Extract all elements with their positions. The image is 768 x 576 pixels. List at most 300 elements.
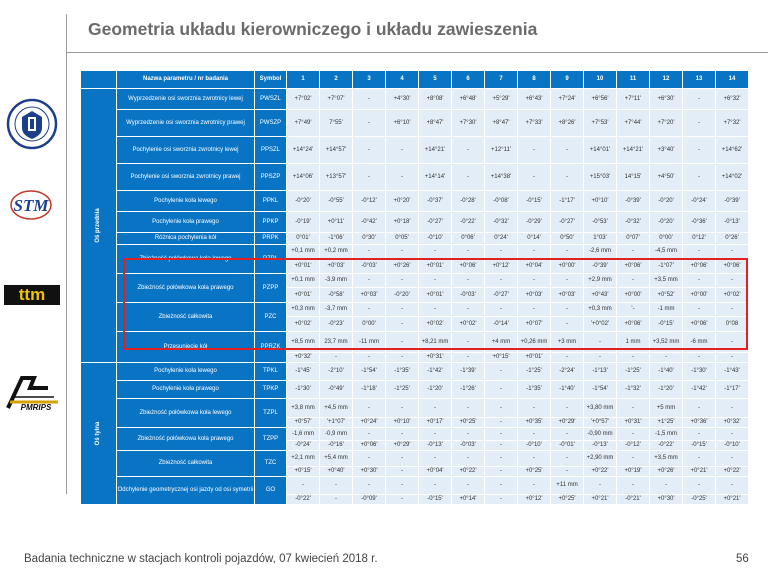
- value-cell: -0°08': [485, 191, 518, 212]
- value-cell: +0,1 mm: [287, 245, 320, 259]
- value-cell: -: [485, 477, 518, 495]
- footer-text: Badania techniczne w stacjach kontroli pojazdów, 07 kwiecień 2018 r.: [24, 553, 378, 565]
- value-cell: -: [419, 274, 452, 288]
- value-cell: -: [584, 353, 617, 363]
- param-symbol: TZPL: [255, 399, 287, 428]
- value-cell: '-: [617, 303, 650, 317]
- header-test-6: 6: [452, 71, 485, 89]
- value-cell: +4°30': [386, 89, 419, 110]
- value-cell: -: [386, 353, 419, 363]
- axis-label-text: Oś tylna: [95, 421, 101, 446]
- value-cell: +0°01': [419, 259, 452, 274]
- header-test-10: 10: [584, 71, 617, 89]
- value-cell: -2°24': [551, 363, 584, 381]
- header-test-8: 8: [518, 71, 551, 89]
- value-cell: +8,21 mm: [419, 332, 452, 353]
- value-cell: -0°53': [584, 212, 617, 233]
- value-cell: -0°13': [716, 212, 749, 233]
- value-cell: -0,90 mm: [584, 428, 617, 441]
- value-cell: -: [518, 399, 551, 418]
- table-row: [81, 233, 749, 245]
- value-cell: -1°13': [584, 363, 617, 381]
- value-cell: -: [485, 428, 518, 441]
- param-symbol: TZC: [255, 451, 287, 477]
- value-cell: +12°11': [485, 137, 518, 164]
- value-cell: +0°14': [452, 495, 485, 505]
- value-cell: -1°26': [452, 381, 485, 399]
- param-name: Wyprzedzenie osi sworznia zwrotnicy prawej: [117, 110, 255, 137]
- param-name: Pochylenie osi sworznia zwrotnicy lewej: [117, 137, 255, 164]
- value-cell: +0°17': [419, 418, 452, 428]
- param-symbol: TPKL: [255, 363, 287, 381]
- value-cell: +0°10': [386, 418, 419, 428]
- value-cell: -: [353, 353, 386, 363]
- value-cell: -: [320, 477, 353, 495]
- value-cell: -0°13': [419, 441, 452, 451]
- param-symbol: PZPL: [255, 245, 287, 274]
- value-cell: -1°17': [551, 191, 584, 212]
- value-cell: -: [386, 164, 419, 191]
- value-cell: +6°32': [716, 89, 749, 110]
- value-cell: +0°10': [584, 191, 617, 212]
- value-cell: -: [452, 353, 485, 363]
- value-cell: -: [716, 245, 749, 259]
- value-cell: -: [683, 274, 716, 288]
- header-test-11: 11: [617, 71, 650, 89]
- value-cell: -: [353, 164, 386, 191]
- value-cell: +5,4 mm: [320, 451, 353, 467]
- value-cell: -: [485, 451, 518, 467]
- ttm-logo-text: ttm: [18, 285, 46, 304]
- value-cell: +14°38': [485, 164, 518, 191]
- value-cell: -1°42': [683, 381, 716, 399]
- value-cell: +0°06': [716, 259, 749, 274]
- value-cell: 0°14': [518, 233, 551, 245]
- value-cell: +0°52': [650, 288, 683, 303]
- value-cell: -: [386, 317, 419, 332]
- value-cell: +0°25': [551, 495, 584, 505]
- value-cell: -: [353, 303, 386, 317]
- value-cell: -: [452, 451, 485, 467]
- value-cell: -: [683, 89, 716, 110]
- value-cell: +2,9 mm: [584, 274, 617, 288]
- param-symbol: PPKP: [255, 212, 287, 233]
- value-cell: +7°07': [320, 89, 353, 110]
- university-seal-logo: [6, 98, 58, 150]
- value-cell: -: [617, 428, 650, 441]
- value-cell: +14°21': [617, 137, 650, 164]
- value-cell: -: [518, 303, 551, 317]
- value-cell: -: [485, 303, 518, 317]
- value-cell: -1°07': [650, 259, 683, 274]
- value-cell: -: [287, 477, 320, 495]
- value-cell: +0°02': [287, 317, 320, 332]
- value-cell: +7°11': [617, 89, 650, 110]
- value-cell: -1°35': [518, 381, 551, 399]
- value-cell: -1°18': [353, 381, 386, 399]
- value-cell: -1°35': [386, 363, 419, 381]
- pmrips-logo-text: PMRIPS: [20, 403, 52, 412]
- value-cell: -0°55': [320, 191, 353, 212]
- value-cell: -: [683, 303, 716, 317]
- value-cell: +8°26': [551, 110, 584, 137]
- value-cell: -2°10': [320, 363, 353, 381]
- value-cell: -: [386, 467, 419, 477]
- value-cell: +11 mm: [551, 477, 584, 495]
- param-name: Pochylenie koła prawego: [117, 212, 255, 233]
- value-cell: -: [353, 399, 386, 418]
- value-cell: +0,3 mm: [584, 303, 617, 317]
- value-cell: -0°22': [452, 212, 485, 233]
- table-row: [81, 212, 749, 233]
- value-cell: +0°21': [716, 495, 749, 505]
- value-cell: -0°14': [485, 317, 518, 332]
- param-name: Zbieżność całkowita: [117, 451, 255, 477]
- value-cell: -: [452, 274, 485, 288]
- value-cell: -: [683, 451, 716, 467]
- stm-logo: [8, 187, 54, 223]
- value-cell: +0°25': [518, 467, 551, 477]
- value-cell: -0°32': [485, 212, 518, 233]
- value-cell: -: [386, 477, 419, 495]
- value-cell: -0°29': [518, 212, 551, 233]
- value-cell: +0°29': [386, 441, 419, 451]
- value-cell: +0°12': [518, 495, 551, 505]
- value-cell: +3,80 mm: [584, 399, 617, 418]
- value-cell: -0,9 mm: [320, 428, 353, 441]
- value-cell: -: [551, 137, 584, 164]
- value-cell: +0°26': [386, 259, 419, 274]
- value-cell: -: [716, 399, 749, 418]
- value-cell: 0°26': [716, 233, 749, 245]
- value-cell: +0°07': [518, 317, 551, 332]
- value-cell: -: [353, 477, 386, 495]
- value-cell: -: [716, 451, 749, 467]
- param-symbol: GO: [255, 477, 287, 505]
- value-cell: -: [617, 274, 650, 288]
- value-cell: +0°00': [683, 288, 716, 303]
- value-cell: +0°06': [617, 317, 650, 332]
- value-cell: -0°03': [452, 441, 485, 451]
- param-name: Pochylenie koła prawego: [117, 381, 255, 399]
- param-name: Zbieżność całkowita: [117, 303, 255, 332]
- value-cell: -: [485, 381, 518, 399]
- param-symbol: PPRZK: [255, 332, 287, 363]
- header-test-13: 13: [683, 71, 716, 89]
- value-cell: +14°57': [320, 137, 353, 164]
- value-cell: -: [518, 137, 551, 164]
- value-cell: -: [683, 399, 716, 418]
- value-cell: +0°03': [551, 288, 584, 303]
- value-cell: +0°11': [320, 212, 353, 233]
- value-cell: -1°45': [287, 363, 320, 381]
- value-cell: -: [386, 399, 419, 418]
- value-cell: -0°58': [320, 288, 353, 303]
- value-cell: -0°15': [650, 317, 683, 332]
- vertical-divider: [66, 14, 67, 494]
- value-cell: +8°47': [419, 110, 452, 137]
- header-test-12: 12: [650, 71, 683, 89]
- value-cell: -: [419, 303, 452, 317]
- value-cell: +7°24': [551, 89, 584, 110]
- table-row: [81, 451, 749, 467]
- value-cell: +3,8 mm: [287, 399, 320, 418]
- highlight-box: [123, 258, 748, 350]
- value-cell: +0°00': [551, 259, 584, 274]
- value-cell: -1°25': [386, 381, 419, 399]
- value-cell: -0°24': [683, 191, 716, 212]
- value-cell: +0°21': [584, 495, 617, 505]
- value-cell: -: [452, 332, 485, 353]
- value-cell: -0°27': [485, 288, 518, 303]
- value-cell: -0°39': [584, 259, 617, 274]
- value-cell: -: [353, 274, 386, 288]
- value-cell: -: [683, 245, 716, 259]
- value-cell: -0°19': [287, 212, 320, 233]
- value-cell: -0°03': [452, 288, 485, 303]
- value-cell: +0°30': [353, 467, 386, 477]
- value-cell: +0°04': [518, 259, 551, 274]
- value-cell: +0°22': [584, 467, 617, 477]
- param-symbol: TPKP: [255, 381, 287, 399]
- value-cell: +0°06': [452, 259, 485, 274]
- param-symbol: PPSZL: [255, 137, 287, 164]
- param-name: Pochylenie osi sworznia zwrotnicy prawej: [117, 164, 255, 191]
- param-name: Pochylenie koła lewego: [117, 191, 255, 212]
- value-cell: -0°12': [353, 191, 386, 212]
- value-cell: +0°35': [518, 418, 551, 428]
- value-cell: -: [617, 477, 650, 495]
- value-cell: +0°00': [617, 288, 650, 303]
- value-cell: +14°02': [716, 164, 749, 191]
- param-symbol: PWSZP: [255, 110, 287, 137]
- param-name: Odchylenie geometrycznej osi jazdy od osi symetrii: [117, 477, 255, 505]
- value-cell: -0°01': [551, 441, 584, 451]
- value-cell: +3°40': [650, 137, 683, 164]
- value-cell: +0°01': [518, 353, 551, 363]
- value-cell: 1 mm: [617, 332, 650, 353]
- value-cell: -: [716, 303, 749, 317]
- value-cell: 0°30': [353, 233, 386, 245]
- value-cell: +5°29': [485, 89, 518, 110]
- value-cell: -: [617, 245, 650, 259]
- value-cell: -0°32': [617, 212, 650, 233]
- rear-axis-label: [81, 363, 117, 505]
- value-cell: -: [551, 451, 584, 467]
- value-cell: -1°20': [419, 381, 452, 399]
- value-cell: +0°03': [353, 288, 386, 303]
- value-cell: -: [452, 399, 485, 418]
- header-name: Nazwa parametru / nr badania: [117, 71, 255, 89]
- value-cell: +0°02': [452, 317, 485, 332]
- value-cell: -0°16': [320, 441, 353, 451]
- value-cell: -: [386, 451, 419, 467]
- param-name: Przesunięcie kół: [117, 332, 255, 363]
- value-cell: -: [551, 245, 584, 259]
- value-cell: -: [386, 274, 419, 288]
- value-cell: +0°19': [617, 467, 650, 477]
- value-cell: +0°15': [485, 353, 518, 363]
- table-row: [81, 89, 749, 110]
- value-cell: +4°50': [650, 164, 683, 191]
- value-cell: +0°20': [386, 191, 419, 212]
- value-cell: +1°25': [650, 418, 683, 428]
- value-cell: +6°10': [386, 110, 419, 137]
- value-cell: 0°24': [485, 233, 518, 245]
- value-cell: 14°15': [617, 164, 650, 191]
- value-cell: -1,5 mm: [650, 428, 683, 441]
- value-cell: +14°62': [716, 137, 749, 164]
- value-cell: -: [650, 477, 683, 495]
- value-cell: -: [419, 428, 452, 441]
- param-symbol: PPSZP: [255, 164, 287, 191]
- value-cell: +7°49': [287, 110, 320, 137]
- value-cell: -1°17': [716, 381, 749, 399]
- value-cell: -: [584, 477, 617, 495]
- value-cell: -: [683, 110, 716, 137]
- value-cell: -1°25': [518, 363, 551, 381]
- table-row: [81, 164, 749, 191]
- value-cell: +0°31': [617, 418, 650, 428]
- value-cell: +0°36': [683, 418, 716, 428]
- value-cell: -: [683, 477, 716, 495]
- value-cell: -: [485, 441, 518, 451]
- value-cell: -0°27': [551, 212, 584, 233]
- value-cell: -1°39': [452, 363, 485, 381]
- value-cell: -: [617, 353, 650, 363]
- value-cell: -1°54': [353, 363, 386, 381]
- page-number: 56: [736, 553, 749, 565]
- value-cell: -0°13': [584, 441, 617, 451]
- table-row: [81, 477, 749, 495]
- value-cell: -: [716, 353, 749, 363]
- value-cell: +0°31': [419, 353, 452, 363]
- value-cell: -0°22': [287, 495, 320, 505]
- value-cell: -: [452, 428, 485, 441]
- value-cell: 0°50': [551, 233, 584, 245]
- value-cell: '+0°57': [584, 418, 617, 428]
- value-cell: -1 mm: [650, 303, 683, 317]
- value-cell: -0°22': [650, 441, 683, 451]
- value-cell: +0°26': [650, 467, 683, 477]
- value-cell: -: [386, 332, 419, 353]
- value-cell: -: [617, 451, 650, 467]
- value-cell: +8°08': [419, 89, 452, 110]
- param-name: Różnica pochylenia kół: [117, 233, 255, 245]
- value-cell: -: [551, 353, 584, 363]
- value-cell: -: [419, 245, 452, 259]
- value-cell: +0°29': [551, 418, 584, 428]
- value-cell: 0°07': [617, 233, 650, 245]
- value-cell: 23,7 mm: [320, 332, 353, 353]
- value-cell: -: [353, 428, 386, 441]
- value-cell: +7°20': [650, 110, 683, 137]
- value-cell: +0,3 mm: [287, 303, 320, 317]
- param-name: Zbieżność połówkowa koła lewego: [117, 399, 255, 428]
- value-cell: -1°30': [287, 381, 320, 399]
- value-cell: -: [353, 245, 386, 259]
- value-cell: +0°01': [419, 288, 452, 303]
- value-cell: -: [551, 317, 584, 332]
- value-cell: -: [485, 245, 518, 259]
- param-symbol: PPKL: [255, 191, 287, 212]
- value-cell: 0°08: [716, 317, 749, 332]
- value-cell: -: [518, 428, 551, 441]
- value-cell: +13°57': [320, 164, 353, 191]
- value-cell: +0,1 mm: [287, 274, 320, 288]
- value-cell: 1°03': [584, 233, 617, 245]
- value-cell: -: [320, 353, 353, 363]
- value-cell: +6°43': [518, 89, 551, 110]
- value-cell: +0,26 mm: [518, 332, 551, 353]
- value-cell: +8°47': [485, 110, 518, 137]
- value-cell: -: [485, 467, 518, 477]
- value-cell: -: [716, 274, 749, 288]
- value-cell: -1°42': [419, 363, 452, 381]
- value-cell: '+0°02': [584, 317, 617, 332]
- value-cell: -: [386, 245, 419, 259]
- table-row: [81, 191, 749, 212]
- value-cell: -0°12': [617, 441, 650, 451]
- value-cell: +0°32': [287, 353, 320, 363]
- value-cell: -1°06': [320, 233, 353, 245]
- value-cell: +15°03': [584, 164, 617, 191]
- value-cell: -0°09': [353, 495, 386, 505]
- value-cell: -: [353, 110, 386, 137]
- value-cell: +3,5 mm: [650, 451, 683, 467]
- value-cell: -0°20': [386, 288, 419, 303]
- value-cell: +0°06': [683, 259, 716, 274]
- param-symbol: PRPK: [255, 233, 287, 245]
- value-cell: 0°12': [683, 233, 716, 245]
- value-cell: -0°21': [617, 495, 650, 505]
- value-cell: +14°01': [584, 137, 617, 164]
- value-cell: -: [320, 495, 353, 505]
- value-cell: +0°06': [683, 317, 716, 332]
- value-cell: 0°01': [287, 233, 320, 245]
- value-cell: -0°27': [419, 212, 452, 233]
- value-cell: +14°21': [419, 137, 452, 164]
- pmrips-logo: [4, 372, 62, 412]
- value-cell: +7°02': [287, 89, 320, 110]
- header-test-2: 2: [320, 71, 353, 89]
- value-cell: 0°00': [353, 317, 386, 332]
- value-cell: +14°14': [419, 164, 452, 191]
- value-cell: -: [386, 428, 419, 441]
- value-cell: +5 mm: [650, 399, 683, 418]
- value-cell: +0°22': [452, 467, 485, 477]
- value-cell: +0°02': [716, 288, 749, 303]
- value-cell: -: [584, 332, 617, 353]
- value-cell: -: [452, 477, 485, 495]
- value-cell: +0°40': [320, 467, 353, 477]
- value-cell: -: [683, 428, 716, 441]
- param-name: Wyprzedzenie osi sworznia zwrotnicy lewej: [117, 89, 255, 110]
- value-cell: +0°22': [716, 467, 749, 477]
- value-cell: +0°06': [353, 441, 386, 451]
- table-row: [81, 137, 749, 164]
- value-cell: -: [551, 303, 584, 317]
- table-header-row: [81, 71, 749, 89]
- value-cell: -: [353, 137, 386, 164]
- param-symbol: PWSZL: [255, 89, 287, 110]
- header-symbol: Symbol: [255, 71, 287, 89]
- value-cell: -: [551, 164, 584, 191]
- value-cell: -: [716, 428, 749, 441]
- value-cell: -6 mm: [683, 332, 716, 353]
- value-cell: -: [518, 451, 551, 467]
- value-cell: +0°02': [419, 317, 452, 332]
